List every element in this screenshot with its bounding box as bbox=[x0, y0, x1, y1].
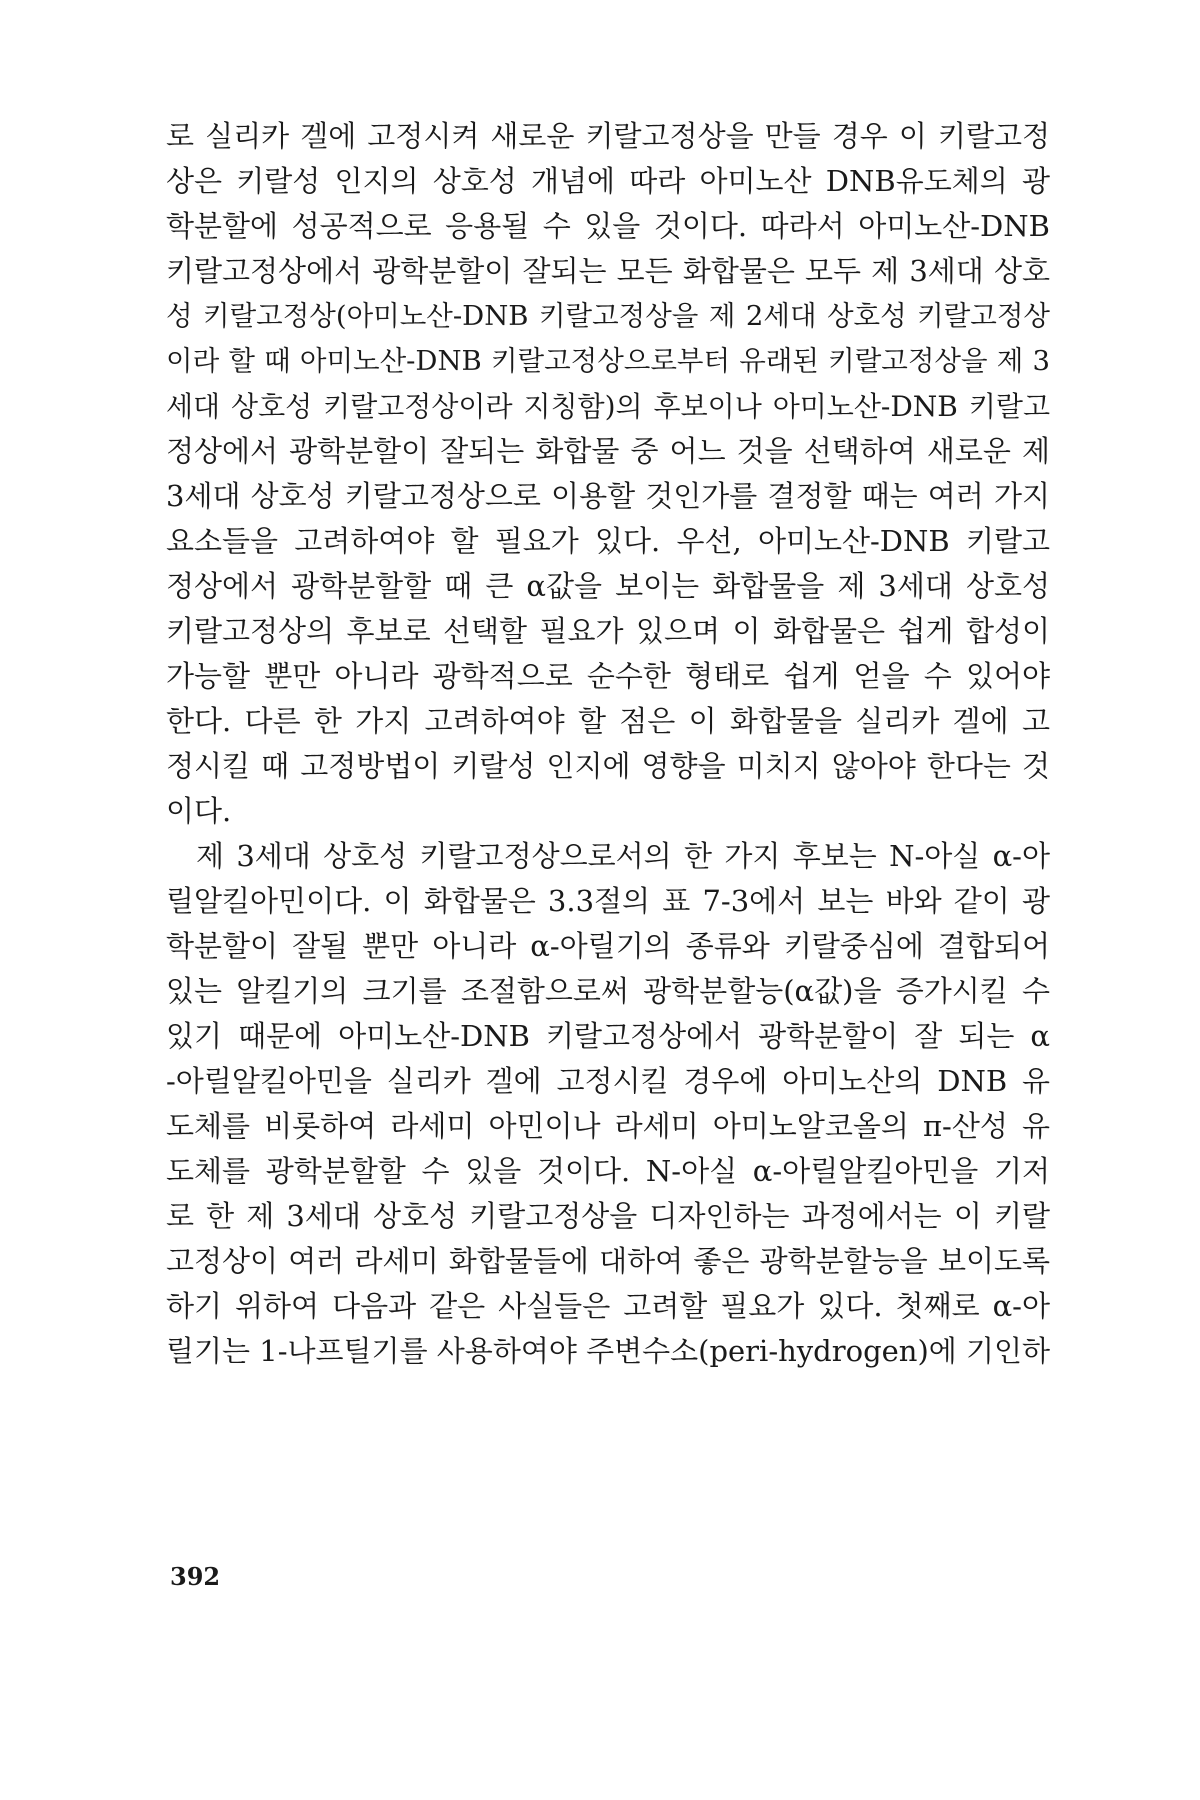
paragraph-line: 성 키랄고정상(아미노산-DNB 키랄고정상을 제 2세대 상호성 키랄고정상 bbox=[166, 300, 1050, 332]
paragraph-line: 학분할에 성공적으로 응용될 수 있을 것이다. 따라서 아미노산-DNB bbox=[166, 209, 1050, 243]
paragraph-line: 하기 위하여 다음과 같은 사실들은 고려할 필요가 있다. 첫째로 α-아 bbox=[166, 1289, 1050, 1323]
paragraph-line: 릴기는 1-나프틸기를 사용하여야 주변수소(peri-hydrogen)에 기인하 bbox=[166, 1334, 1051, 1368]
paragraph-line: 이다. bbox=[166, 794, 232, 828]
paragraph-line: 있기 때문에 아미노산-DNB 키랄고정상에서 광학분할이 잘 되는 α bbox=[166, 1019, 1050, 1053]
paragraph-line: 학분할이 잘될 뿐만 아니라 α-아릴기의 종류와 키랄중심에 결합되어 bbox=[166, 929, 1050, 963]
paragraph-line: 도체를 광학분할할 수 있을 것이다. N-아실 α-아릴알킬아민을 기저 bbox=[166, 1154, 1050, 1188]
paragraph-line: 키랄고정상에서 광학분할이 잘되는 모든 화합물은 모두 제 3세대 상호 bbox=[166, 254, 1050, 288]
paragraph-line: 가능할 뿐만 아니라 광학적으로 순수한 형태로 쉽게 얻을 수 있어야 bbox=[166, 659, 1050, 693]
paragraph-line: 릴알킬아민이다. 이 화합물은 3.3절의 표 7-3에서 보는 바와 같이 광 bbox=[166, 884, 1050, 918]
paragraph-line: 한다. 다른 한 가지 고려하여야 할 점은 이 화합물을 실리카 겔에 고 bbox=[166, 704, 1050, 738]
paragraph-line: 도체를 비롯하여 라세미 아민이나 라세미 아미노알코올의 π-산성 유 bbox=[166, 1109, 1050, 1143]
paragraph-line: -아릴알킬아민을 실리카 겔에 고정시킬 경우에 아미노산의 DNB 유 bbox=[166, 1064, 1050, 1098]
paragraph-line: 키랄고정상의 후보로 선택할 필요가 있으며 이 화합물은 쉽게 합성이 bbox=[166, 614, 1050, 648]
paragraph-line: 정상에서 광학분할이 잘되는 화합물 중 어느 것을 선택하여 새로운 제 bbox=[166, 434, 1050, 468]
paragraph-line: 로 실리카 겔에 고정시켜 새로운 키랄고정상을 만들 경우 이 키랄고정 bbox=[166, 119, 1050, 153]
paragraph-line: 정시킬 때 고정방법이 키랄성 인지에 영향을 미치지 않아야 한다는 것 bbox=[166, 749, 1050, 783]
paragraph-line: 상은 키랄성 인지의 상호성 개념에 따라 아미노산 DNB유도체의 광 bbox=[166, 164, 1050, 198]
paragraph-line: 요소들을 고려하여야 할 필요가 있다. 우선, 아미노산-DNB 키랄고 bbox=[166, 524, 1050, 558]
paragraph-line: 세대 상호성 키랄고정상이라 지칭함)의 후보이나 아미노산-DNB 키랄고 bbox=[166, 390, 1050, 423]
paragraph-line: 이라 할 때 아미노산-DNB 키랄고정상으로부터 유래된 키랄고정상을 제 3 bbox=[166, 345, 1050, 377]
paragraph-line: 제 3세대 상호성 키랄고정상으로서의 한 가지 후보는 N-아실 α-아 bbox=[196, 839, 1050, 873]
paragraph-line: 3세대 상호성 키랄고정상으로 이용할 것인가를 결정할 때는 여러 가지 bbox=[166, 479, 1050, 513]
paragraph-line: 정상에서 광학분할할 때 큰 α값을 보이는 화합물을 제 3세대 상호성 bbox=[166, 569, 1050, 603]
paragraph-line: 로 한 제 3세대 상호성 키랄고정상을 디자인하는 과정에서는 이 키랄 bbox=[166, 1199, 1050, 1233]
page-number: 392 bbox=[170, 1562, 221, 1591]
paragraph-line: 고정상이 여러 라세미 화합물들에 대하여 좋은 광학분할능을 보이도록 bbox=[166, 1244, 1050, 1278]
paragraph-line: 있는 알킬기의 크기를 조절함으로써 광학분할능(α값)을 증가시킬 수 bbox=[166, 974, 1050, 1008]
body-text bbox=[166, 114, 1050, 1374]
